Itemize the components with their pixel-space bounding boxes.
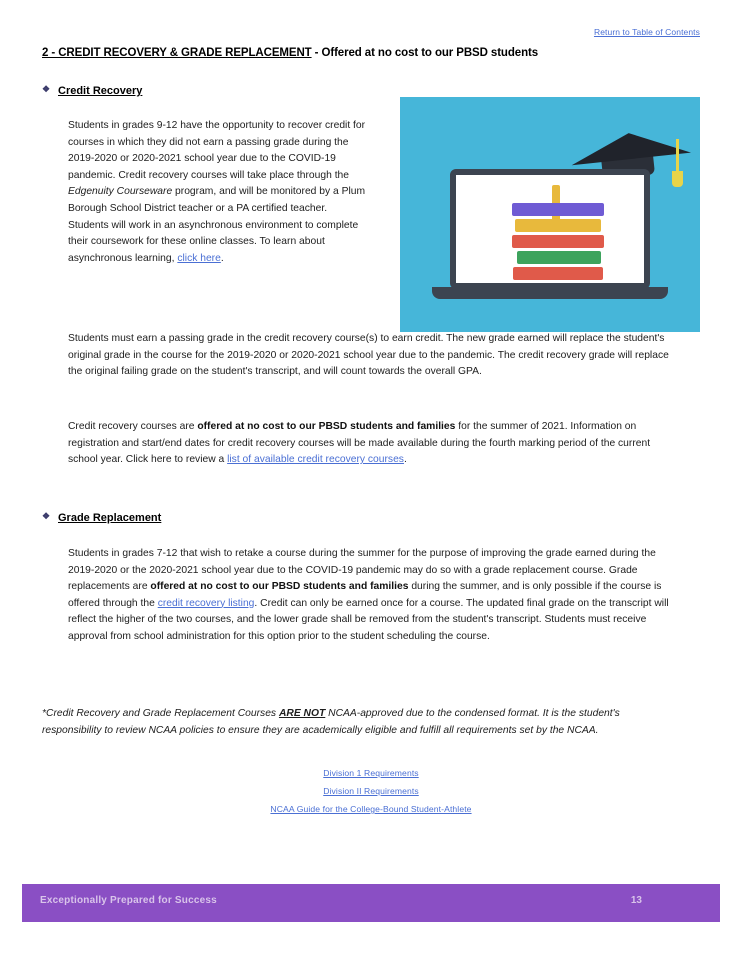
ncaa-links-list <box>0 768 742 822</box>
heading-credit-recovery <box>42 84 142 97</box>
paragraph-grade-replacement <box>68 546 680 646</box>
note-text-a: *Credit Recovery and Grade Replacement Courses <box>42 708 279 719</box>
laptop-icon <box>450 169 650 289</box>
illustration-laptop-graduation <box>400 97 700 332</box>
division-1-requirements-link[interactable]: Division 1 Requirements <box>323 768 419 778</box>
section-number-title: 2 - CREDIT RECOVERY & GRADE REPLACEMENT <box>42 47 312 59</box>
para3-bold-nocost: offered at no cost to our PBSD students and families <box>197 421 456 432</box>
para3-text-a: Credit recovery courses are <box>68 421 198 432</box>
footer-bar <box>22 884 720 922</box>
division-2-requirements-link[interactable]: Division II Requirements <box>323 786 419 796</box>
credit-recovery-listing-link[interactable]: credit recovery listing <box>157 597 255 609</box>
diamond-bullet-icon: ❖ <box>42 511 51 521</box>
paragraph-credit-recovery-3 <box>68 419 680 469</box>
para1-text-b: program, and will be monitored by a Plum Borough School District teacher or a PA certified teacher. Students will work in an asynchronous environment to complete their coursework for these online classes. To learn about asynchronous learning, <box>68 186 366 264</box>
para3-text-c: . <box>403 454 407 466</box>
page-number: 13 <box>630 895 642 906</box>
books-icon <box>512 203 604 283</box>
note-emphasis-are-not: ARE NOT <box>278 708 326 719</box>
return-to-table-of-contents-link[interactable]: Return to Table of Contents <box>593 27 700 37</box>
laptop-base-icon <box>432 287 668 299</box>
section-subtitle: - Offered at no cost to our PBSD students <box>311 47 539 59</box>
para1-text-c: . <box>220 252 224 264</box>
para4-text-a: Students in grades 7-12 that wish to retake a course during the summer for the purpose of improving the grade earned during the 2019-2020 or the 2020-2021 school year due to the COVID-19 pandemic may do so with a grade replacement course. Grade replacements are <box>68 548 656 593</box>
para3-text-b: for the summer of 2021. Information on registration and start/end dates for credit recovery courses will be made available during the fourth marking period of the current school year. Click here to review a <box>68 421 651 466</box>
click-here-link[interactable]: click here <box>177 252 221 264</box>
page-title <box>42 47 702 59</box>
para1-italic-program: Edgenuity Courseware <box>68 186 173 198</box>
heading-credit-recovery-label: Credit Recovery <box>58 85 143 97</box>
para4-text-c: . Credit can only be earned once for a course. The updated final grade on the transcript will reflect the higher of the two courses, and the lower grade shall be removed from the student's transcript. Students must receive approval from school administration for this option prior to the student scheduling the course. <box>68 597 669 642</box>
toc-link-row <box>594 22 700 40</box>
para1-text-a: Students in grades 9-12 have the opportunity to recover credit for courses in which they did not earn a passing grade during the 2019-2020 or 2020-2021 school year due to the COVID-19 pandemic. Credit recovery courses will take place through the <box>68 120 366 181</box>
heading-grade-replacement-label: Grade Replacement <box>58 512 162 524</box>
diamond-bullet-icon: ❖ <box>42 84 51 94</box>
available-credit-recovery-courses-link[interactable]: list of available credit recovery courses <box>227 454 404 466</box>
ncaa-disclaimer-note <box>42 706 682 739</box>
heading-grade-replacement <box>42 511 161 524</box>
footer-tagline: Exceptionally Prepared for Success <box>40 895 217 906</box>
paragraph-credit-recovery-2: Students must earn a passing grade in the credit recovery course(s) to earn credit. The new grade earned will replace the student's original grade in the course for the 2019-2020 or 2020-2021 school year due to the pandemic. The credit recovery grade will replace the original failing grade on the student's transcript, and will count towards the overall GPA. <box>68 333 669 378</box>
para4-bold-nocost: offered at no cost to our PBSD students and families <box>150 581 409 593</box>
para4-text-b: during the summer, and is only possible if the course is offered through the <box>68 581 662 609</box>
ncaa-guide-college-bound-student-athlete-link[interactable]: NCAA Guide for the College-Bound Student-Athlete <box>270 804 472 814</box>
paragraph-credit-recovery-1 <box>68 118 368 267</box>
note-text-b: NCAA-approved due to the condensed format. It is the student's responsibility to review NCAA policies to ensure they are academically eligible and fulfill all requirements set by the NCAA. <box>42 708 620 736</box>
